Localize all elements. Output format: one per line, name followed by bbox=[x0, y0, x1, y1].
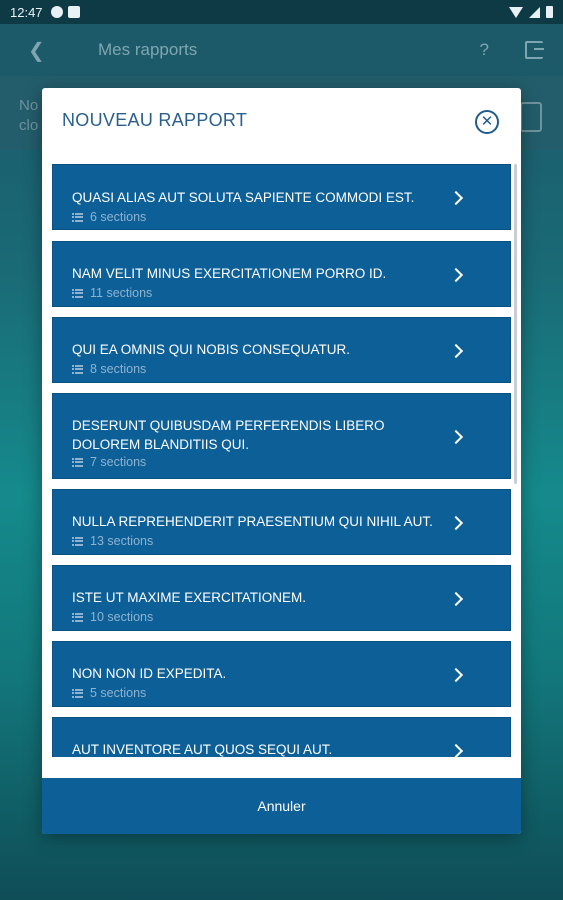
template-card[interactable] bbox=[52, 717, 511, 757]
template-title: DESERUNT QUIBUSDAM PERFERENDIS LIBERO DOLOREM BLANDITIIS QUI. bbox=[72, 418, 385, 452]
template-sections: 6 sections bbox=[72, 210, 146, 224]
template-title: ISTE UT MAXIME EXERCITATIONEM. bbox=[72, 590, 307, 605]
list-icon bbox=[72, 537, 83, 546]
notification-icon bbox=[51, 6, 63, 18]
help-icon[interactable]: ? bbox=[479, 40, 489, 59]
list-icon bbox=[72, 213, 83, 222]
battery-icon bbox=[546, 6, 553, 18]
list-icon bbox=[72, 365, 83, 374]
list-icon bbox=[72, 613, 83, 622]
back-icon[interactable]: ❮ bbox=[28, 39, 45, 62]
dialog-title: NOUVEAU RAPPORT bbox=[62, 110, 248, 130]
list-icon bbox=[72, 689, 83, 698]
close-icon[interactable]: ✕ bbox=[475, 110, 499, 134]
template-card[interactable] bbox=[52, 641, 511, 707]
dialog-header bbox=[42, 88, 521, 160]
template-title: NAM VELIT MINUS EXERCITATIONEM PORRO ID. bbox=[72, 266, 387, 281]
logout-icon[interactable] bbox=[525, 41, 543, 59]
cancel-button[interactable]: Annuler bbox=[42, 778, 521, 834]
list-icon bbox=[72, 289, 83, 298]
new-report-dialog bbox=[42, 88, 521, 834]
template-list[interactable] bbox=[42, 160, 521, 757]
storage-icon bbox=[68, 6, 80, 18]
template-sections: 10 sections bbox=[72, 610, 153, 624]
template-card[interactable] bbox=[52, 164, 511, 230]
template-title: AUT INVENTORE AUT QUOS SEQUI AUT. bbox=[72, 742, 333, 757]
template-sections: 5 sections bbox=[72, 686, 146, 700]
template-card[interactable] bbox=[52, 489, 511, 555]
list-view-icon[interactable] bbox=[520, 102, 542, 132]
template-card[interactable] bbox=[52, 393, 511, 479]
scrollbar[interactable] bbox=[514, 164, 517, 484]
template-title: QUI EA OMNIS QUI NOBIS CONSEQUATUR. bbox=[72, 342, 351, 357]
page-title: Mes rapports bbox=[98, 40, 198, 59]
template-card[interactable] bbox=[52, 565, 511, 631]
template-title: QUASI ALIAS AUT SOLUTA SAPIENTE COMMODI EST. bbox=[72, 190, 415, 205]
template-sections: 13 sections bbox=[72, 534, 153, 548]
app-bar bbox=[0, 24, 563, 76]
template-sections: 11 sections bbox=[72, 286, 152, 300]
template-title: NULLA REPREHENDERIT PRAESENTIUM QUI NIHIL AUT. bbox=[72, 514, 433, 529]
template-card[interactable] bbox=[52, 317, 511, 383]
template-sections: 7 sections bbox=[72, 455, 146, 469]
info-text: No clo bbox=[19, 97, 39, 134]
signal-icon bbox=[529, 7, 540, 18]
template-sections: 8 sections bbox=[72, 362, 146, 376]
template-card[interactable] bbox=[52, 241, 511, 307]
status-bar bbox=[0, 0, 563, 24]
template-title: NON NON ID EXPEDITA. bbox=[72, 666, 227, 681]
wifi-icon bbox=[509, 7, 523, 18]
status-time: 12:47 bbox=[10, 4, 43, 20]
list-icon bbox=[72, 458, 83, 467]
